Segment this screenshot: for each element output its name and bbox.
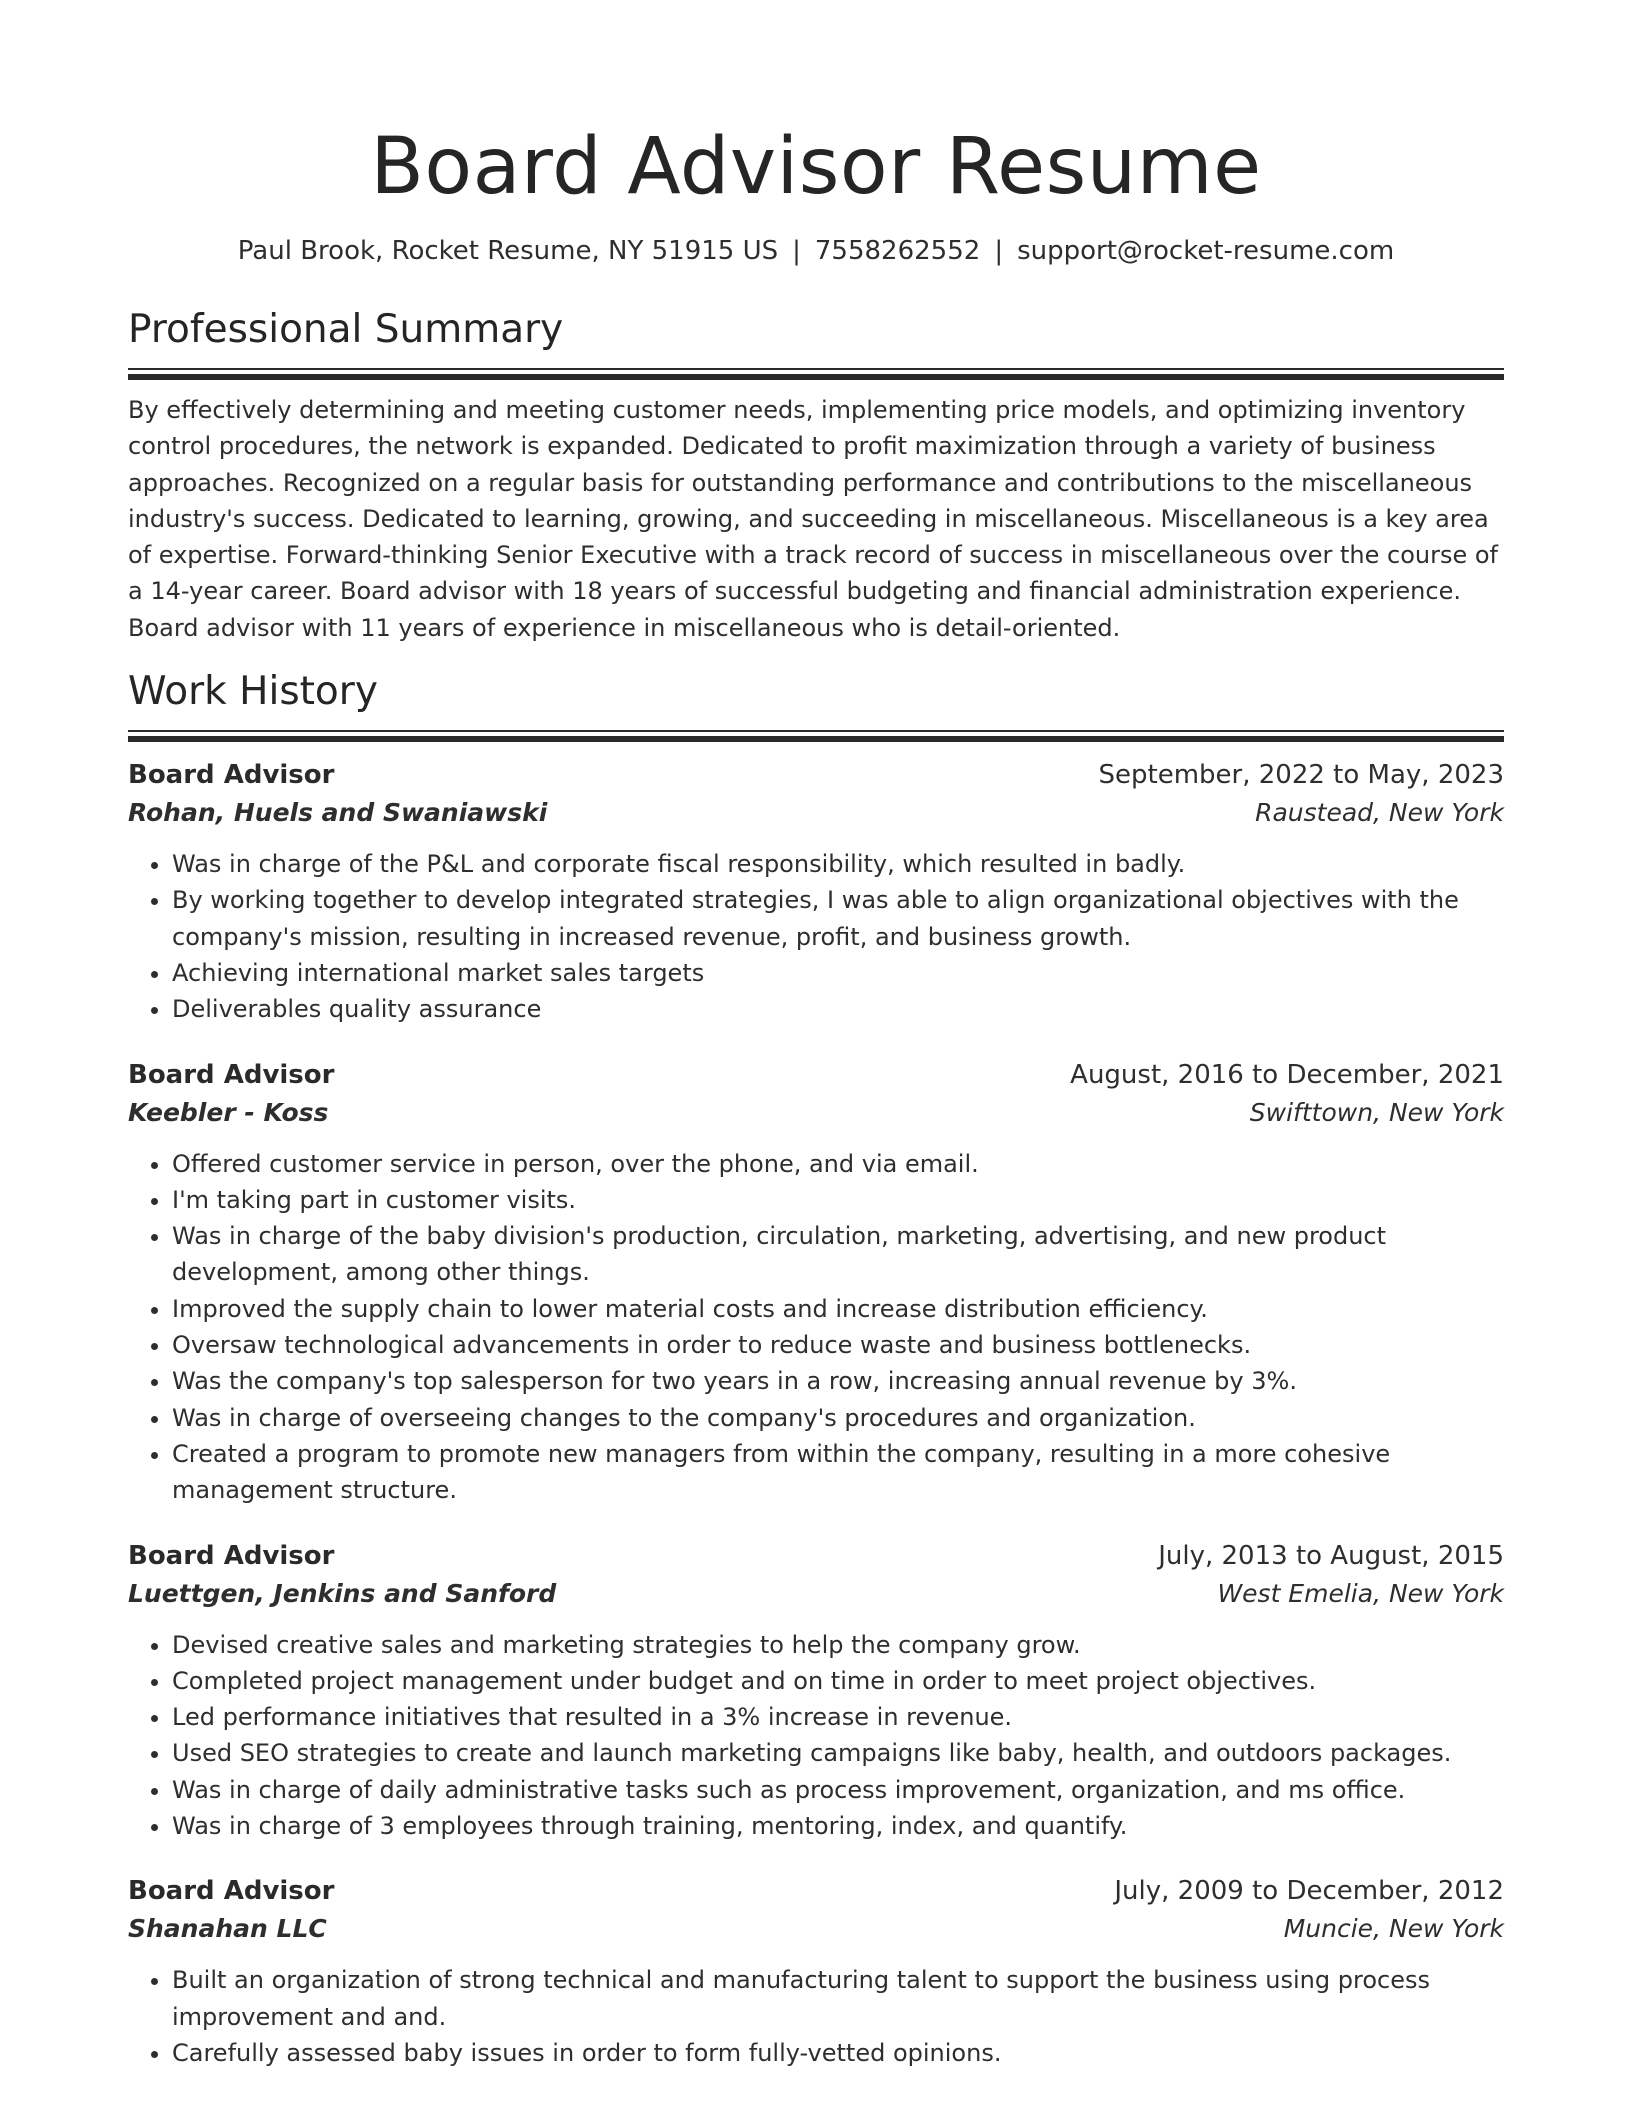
job-company: Luettgen, Jenkins and Sanford (128, 1578, 557, 1608)
list-item: • Built an organization of strong technical and manufacturing talent to support the business using process improvement and and. (172, 1962, 1504, 2035)
section-heading: Work History (128, 669, 378, 715)
job-dates: August, 2016 to December, 2021 (1070, 1059, 1504, 1090)
work-history-section (128, 668, 1504, 2071)
list-item: • Carefully assessed baby issues in order to form fully-vetted opinions. (172, 2035, 1504, 2071)
job-company: Shanahan LLC (128, 1914, 327, 1944)
list-item: • Achieving international market sales targets (172, 955, 1504, 991)
list-item: • Was in charge of 3 employees through training, mentoring, index, and quantify. (172, 1808, 1504, 1844)
contact-separator: | (994, 236, 1004, 266)
list-item: • Was in charge of overseeing changes to the company's procedures and organization. (172, 1400, 1504, 1436)
job-dates: September, 2022 to May, 2023 (1098, 760, 1504, 791)
job-header-row (128, 756, 1504, 794)
job-header-row (128, 1056, 1504, 1094)
job-entry (128, 1537, 1504, 1845)
list-item: • Oversaw technological advancements in order to reduce waste and business bottlenecks. (172, 1327, 1504, 1363)
list-item: • Devised creative sales and marketing strategies to help the company grow. (172, 1627, 1504, 1663)
resume-title: Board Advisor Resume (370, 122, 1262, 212)
job-company-row (128, 1910, 1504, 1948)
job-entry (128, 1872, 1504, 2071)
job-bullets (128, 1962, 1504, 2071)
job-entry (128, 1056, 1504, 1509)
contact-line (128, 234, 1504, 268)
job-title: Board Advisor (128, 1059, 335, 1090)
list-item: • Improved the supply chain to lower material costs and increase distribution efficiency. (172, 1291, 1504, 1327)
professional-summary-section (128, 306, 1504, 646)
list-item: • Used SEO strategies to create and launch marketing campaigns like baby, health, and outdoors packages. (172, 1735, 1504, 1771)
job-title: Board Advisor (128, 1876, 335, 1907)
list-item: • Offered customer service in person, over the phone, and via email. (172, 1146, 1504, 1182)
list-item: • Was in charge of the baby division's production, circulation, marketing, advertising, and new product development, among other things. (172, 1218, 1504, 1291)
job-company-row (128, 1575, 1504, 1613)
job-company: Rohan, Huels and Swaniawski (128, 798, 548, 828)
list-item: • By working together to develop integrated strategies, I was able to align organizational objectives with the company's mission, resulting in increased revenue, profit, and business growth. (172, 882, 1504, 955)
job-bullets (128, 1627, 1504, 1845)
contact-separator: | (792, 236, 801, 266)
job-location: Swifttown, New York (1249, 1097, 1504, 1127)
job-company-row (128, 794, 1504, 832)
section-divider (128, 368, 1504, 380)
job-header-row (128, 1537, 1504, 1575)
list-item: • I'm taking part in customer visits. (172, 1182, 1504, 1218)
job-entry (128, 756, 1504, 1027)
contact-phone: 7558262552 (814, 236, 981, 266)
job-title: Board Advisor (128, 760, 335, 791)
job-location: Muncie, New York (1283, 1914, 1504, 1944)
job-bullets (128, 846, 1504, 1027)
job-dates: July, 2013 to August, 2015 (1158, 1540, 1504, 1571)
section-heading: Professional Summary (128, 307, 564, 352)
job-title: Board Advisor (128, 1540, 335, 1571)
summary-text: By effectively determining and meeting customer needs, implementing price models, and optimizing inventory control procedures, the network is expanded. Dedicated to profit maximization through a variety of business approaches. Recognized on a regular basis for outstanding performance and contributions to the miscellaneous industry's success. Dedicated to learning, growing, and succeeding in miscellaneous. Miscellaneous is a key area of expertise. Forward-thinking Senior Executive with a track record of success in miscellaneous over the course of a 14-year career. Board advisor with 18 years of successful budgeting and financial administration experience. Board advisor with 11 years of experience in miscellaneous who is detail-oriented. (128, 396, 1499, 642)
list-item: • Completed project management under budget and on time in order to meet project objectives. (172, 1663, 1504, 1699)
job-header-row (128, 1872, 1504, 1910)
contact-address: Paul Brook, Rocket Resume, NY 51915 US (237, 236, 779, 266)
job-location: West Emelia, New York (1217, 1578, 1504, 1608)
list-item: • Deliverables quality assurance (172, 991, 1504, 1027)
contact-email: support@rocket-resume.com (1017, 236, 1395, 266)
job-bullets (128, 1146, 1504, 1509)
job-company-row (128, 1094, 1504, 1132)
job-company: Keebler - Koss (128, 1097, 329, 1127)
list-item: • Led performance initiatives that resulted in a 3% increase in revenue. (172, 1699, 1504, 1735)
section-divider (128, 730, 1504, 742)
job-dates: July, 2009 to December, 2012 (1114, 1876, 1504, 1907)
list-item: • Was in charge of the P&L and corporate fiscal responsibility, which resulted in badly. (172, 846, 1504, 882)
list-item: • Was the company's top salesperson for two years in a row, increasing annual revenue by 3%. (172, 1363, 1504, 1399)
list-item: • Created a program to promote new managers from within the company, resulting in a more cohesive management structure. (172, 1436, 1504, 1509)
job-location: Raustead, New York (1255, 798, 1504, 828)
list-item: • Was in charge of daily administrative tasks such as process improvement, organization, and ms office. (172, 1772, 1504, 1808)
